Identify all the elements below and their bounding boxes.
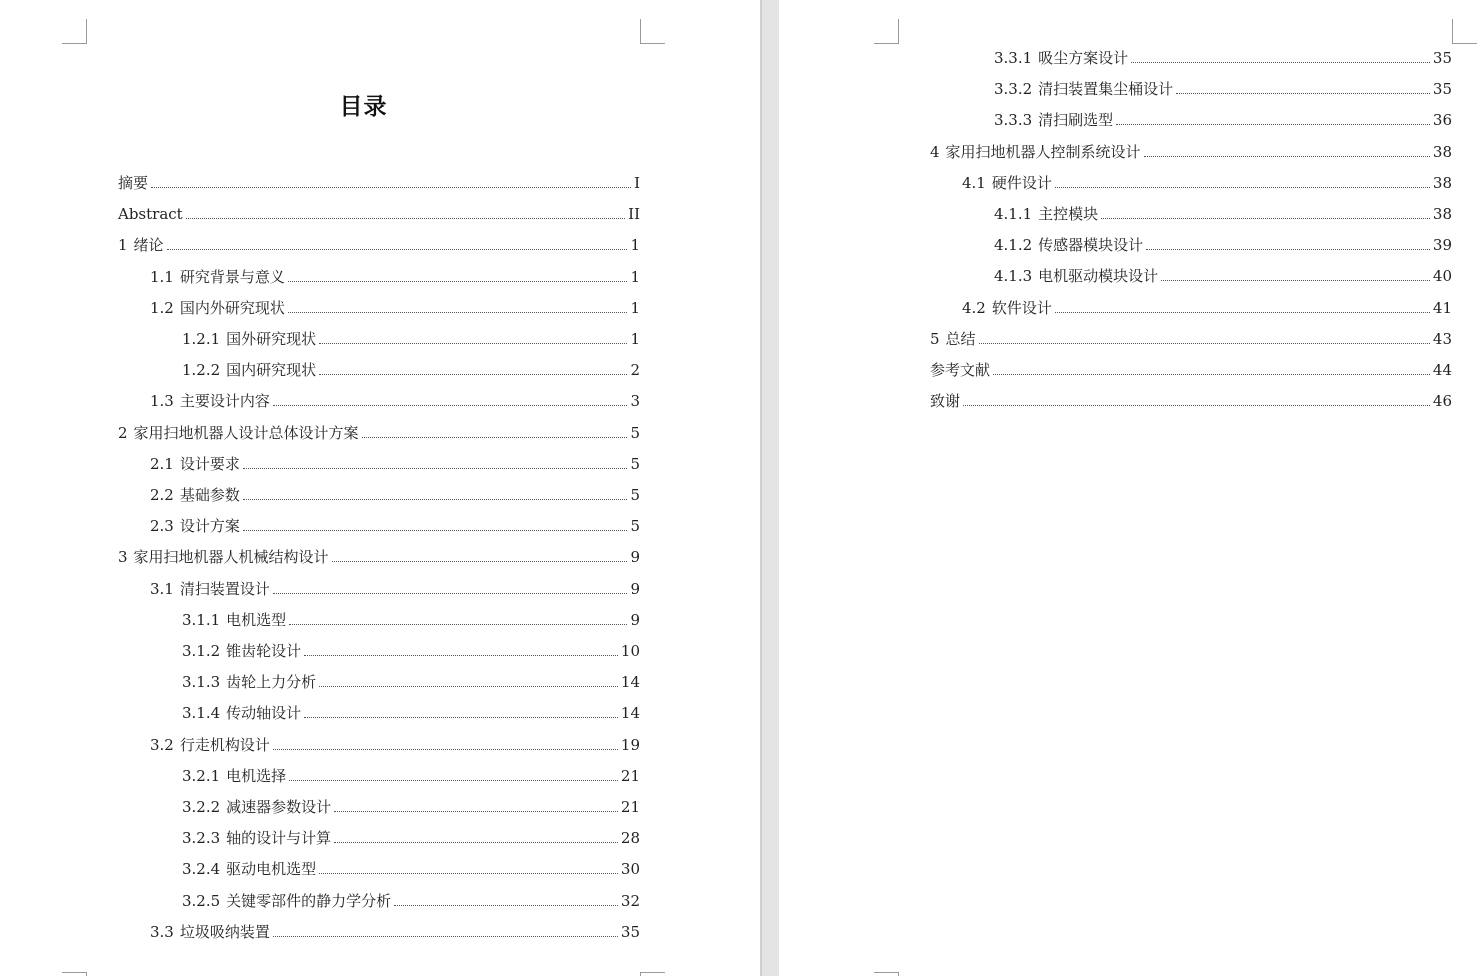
toc-entry[interactable] [118,235,640,255]
toc-entry-number: 3.3.3 [994,111,1033,130]
toc-entry-number: 4.1 [962,173,986,192]
toc-page-number: 38 [1432,142,1452,161]
toc-entry[interactable] [150,391,640,411]
toc-entry-number: 3.3.2 [994,80,1033,99]
toc-entry-title: 减速器参数设计 [226,798,332,816]
toc-entry-number: 1.3 [150,392,174,411]
toc-entry[interactable] [182,703,640,723]
toc-entry-number: 1.2.1 [182,330,221,348]
toc-entry-title: 清扫装置集尘桶设计 [1038,80,1174,99]
toc-entry-label [182,859,316,879]
toc-dot-leader [273,936,618,937]
toc-entry-title: 摘要 [118,174,149,192]
toc-entry[interactable] [182,859,640,879]
toc-entry[interactable] [182,797,640,817]
toc-entry[interactable] [994,266,1452,286]
toc-entry-number: 3.1.4 [182,704,221,723]
document-page-right [779,0,1478,976]
toc-dot-leader [243,468,628,469]
toc-entry[interactable] [930,360,1452,380]
crop-mark-top-left [62,19,87,44]
toc-entry-label [182,672,316,692]
toc-entry-label [150,485,240,505]
toc-entry-label [182,797,331,817]
toc-entry-title: 参考文献 [930,361,991,379]
toc-page-number: 5 [630,423,640,442]
crop-mark-top-right [640,19,665,44]
toc-dot-leader [963,405,1430,406]
toc-entry-label [930,391,960,411]
toc-entry-number: 2.2 [150,486,174,504]
toc-dot-leader [1176,93,1430,94]
toc-page-number: 14 [620,673,640,692]
toc-entry[interactable] [150,298,640,318]
toc-entry-title: 基础参数 [179,486,240,504]
toc-entry-title: 软件设计 [991,298,1052,317]
toc-entry-number: 3.1.2 [182,642,221,660]
toc-page-number: 43 [1432,329,1452,348]
toc-entry-label [994,79,1173,99]
toc-entry-number: 2 [118,423,128,442]
toc-entry-label [994,235,1143,255]
toc-dot-leader [186,218,625,219]
toc-entry-number: 3.2.3 [182,829,221,848]
toc-page-number: 40 [1432,267,1452,286]
toc-entry-label [994,48,1128,68]
toc-entry-number: 3.1 [150,579,174,598]
toc-entry-label [150,391,270,411]
toc-entry[interactable] [994,48,1452,68]
crop-mark-top-right [1452,19,1477,44]
page-gutter [760,0,779,976]
toc-entry-label [150,735,270,755]
toc-page-number: I [634,174,640,192]
toc-entry-number: 1.1 [150,267,174,286]
toc-entry-title: 垃圾吸纳装置 [179,922,270,941]
toc-entry-number: 1.2.2 [182,361,221,380]
toc-dot-leader [993,374,1430,375]
toc-entry-number: 3.1.3 [182,673,221,692]
toc-entry[interactable] [150,579,640,599]
toc-entry-title: 电机选择 [226,766,287,785]
toc-entry-title: 主控模块 [1038,205,1099,223]
toc-dot-leader [319,686,618,687]
toc-page-number: 5 [630,454,640,473]
toc-entry-number: 5 [930,329,940,348]
toc-entry[interactable] [182,641,640,661]
toc-entry-number: 3.2 [150,735,174,754]
toc-page-number: 35 [1432,80,1452,99]
toc-entry-label [182,641,301,661]
toc-dot-leader [334,842,618,843]
toc-entry-number: 2.3 [150,517,174,536]
toc-dot-leader [273,749,618,750]
toc-page-number: 35 [1432,49,1452,67]
toc-entry-label [962,298,1052,318]
toc-dot-leader [304,655,618,656]
toc-dot-leader [332,561,628,562]
toc-dot-leader [1146,249,1430,250]
toc-entry-label [150,922,270,942]
toc-page-number: 41 [1432,298,1452,317]
toc-entry-label [994,266,1158,286]
toc-entry-label [182,891,391,911]
toc-entry[interactable] [930,142,1452,162]
toc-dot-leader [362,437,628,438]
toc-entry-label [182,329,316,349]
toc-entry-title: 清扫装置设计 [179,579,270,598]
toc-entry-title: 驱动电机选型 [226,860,317,879]
toc-dot-leader [334,811,618,812]
toc-title: 目录 [339,93,388,120]
toc-entry-number: 1 [118,236,128,255]
toc-entry-title: 吸尘方案设计 [1038,49,1129,67]
toc-entry-title: 设计方案 [179,517,240,536]
toc-page-number: 5 [630,486,640,504]
toc-entry-title: 家用扫地机器人设计总体设计方案 [133,423,359,442]
toc-entry-label [150,298,285,318]
toc-entry[interactable] [182,891,640,911]
toc-dot-leader [1116,124,1430,125]
toc-dot-leader [1101,218,1430,219]
toc-page-number: 32 [620,891,640,910]
toc-dot-leader [1055,187,1430,188]
toc-entry[interactable] [994,110,1452,130]
toc-dot-leader [151,187,631,188]
toc-entry-number: 4.1.2 [994,236,1033,255]
toc-page-number: 10 [620,642,640,660]
crop-mark-bottom-right [640,972,665,976]
toc-entry[interactable] [150,485,640,505]
toc-dot-leader [289,780,618,781]
toc-entry-title: 家用扫地机器人机械结构设计 [133,548,329,567]
toc-page-number: 1 [630,236,640,255]
toc-page-number: 1 [630,267,640,286]
toc-dot-leader [1161,280,1430,281]
toc-dot-leader [273,405,628,406]
toc-entry-label [150,516,240,536]
toc-entry-label [118,235,164,255]
toc-entry-label [930,360,990,380]
crop-mark-bottom-left [62,972,87,976]
toc-entry-number: 2.1 [150,454,174,473]
toc-entry-title: 轴的设计与计算 [226,829,332,848]
toc-entry[interactable] [930,391,1452,411]
toc-entry-number: 4.1.3 [994,267,1033,286]
toc-page-number: 9 [630,610,640,629]
toc-entry[interactable] [150,454,640,474]
toc-entry[interactable] [930,329,1452,349]
toc-entry-label [150,267,285,287]
toc-entry[interactable] [962,173,1452,193]
toc-page-number: 30 [620,860,640,879]
toc-dot-leader [289,624,627,625]
toc-dot-leader [319,374,627,375]
toc-entry-title: 电机驱动模块设计 [1038,267,1159,286]
toc-entry-label [118,423,359,443]
toc-dot-leader [273,593,628,594]
toc-page-number: 21 [620,766,640,785]
toc-dot-leader [288,312,628,313]
toc-dot-leader [319,873,618,874]
toc-page-number: 38 [1432,205,1452,223]
toc-entry-label [994,110,1113,130]
toc-entry-title: 传感器模块设计 [1038,236,1144,255]
toc-page-number: 1 [630,298,640,317]
toc-page-number: II [628,205,640,224]
toc-entry-label [930,329,976,349]
toc-entry-title: 国内研究现状 [226,361,317,380]
toc-entry-title: 国外研究现状 [226,330,317,348]
toc-entry-title: 主要设计内容 [179,392,270,411]
toc-dot-leader [1055,312,1430,313]
toc-entry-label [930,142,1141,162]
toc-entry[interactable] [182,766,640,786]
toc-page-number: 46 [1432,392,1452,411]
toc-entry-label [994,204,1098,224]
toc-entry-number: 1.2 [150,298,174,317]
toc-dot-leader [304,717,618,718]
toc-entry-label [962,173,1052,193]
toc-entry-label [182,828,331,848]
toc-dot-leader [319,343,627,344]
toc-entry-title: 传动轴设计 [226,704,302,723]
toc-entry[interactable] [118,204,640,224]
crop-mark-top-left [874,19,899,44]
toc-entry[interactable] [182,610,640,630]
toc-entry-title: 绪论 [133,236,164,255]
toc-dot-leader [243,530,628,531]
toc-entry-label [182,360,316,380]
toc-entry-number: 3.2.5 [182,891,221,910]
toc-page-number: 1 [630,330,640,348]
toc-entry[interactable] [182,828,640,848]
toc-entry-title: 电机选型 [226,610,287,629]
crop-mark-bottom-left [874,972,899,976]
toc-dot-leader [394,905,618,906]
toc-dot-leader [288,281,628,282]
toc-entry-number: 4.1.1 [994,205,1033,223]
toc-entry[interactable] [150,735,640,755]
toc-entry-label [182,703,301,723]
toc-entry-label [182,610,286,630]
toc-dot-leader [243,499,628,500]
toc-page-number: 28 [620,829,640,848]
toc-entry[interactable] [182,360,640,380]
toc-entry[interactable] [118,173,640,193]
toc-entry-title: 致谢 [930,392,961,411]
toc-entry-title: 清扫刷选型 [1038,111,1114,130]
toc-page-number: 36 [1432,111,1452,130]
toc-entry-label [150,579,270,599]
toc-dot-leader [1144,156,1430,157]
toc-entry-title: 锥齿轮设计 [226,642,302,660]
toc-entry-label [118,547,329,567]
toc-entry[interactable] [994,79,1452,99]
toc-page-number: 9 [630,548,640,567]
toc-entry[interactable] [150,267,640,287]
toc-entry-number: 4 [930,142,940,161]
toc-entry[interactable] [994,235,1452,255]
toc-entry[interactable] [118,423,640,443]
toc-dot-leader [979,343,1430,344]
toc-entry-label [118,204,183,224]
toc-entry-title: 总结 [945,329,976,348]
toc-entry-title: 行走机构设计 [179,735,270,754]
toc-entry-number: 3.3.1 [994,49,1033,67]
toc-entry-title: 齿轮上力分析 [226,673,317,692]
toc-entry-number: 3 [118,548,128,567]
toc-entry-label [150,454,240,474]
toc-page-number: 38 [1432,173,1452,192]
toc-page-number: 5 [630,517,640,536]
toc-entry-number: 3.3 [150,922,174,941]
toc-entry-title: 家用扫地机器人控制系统设计 [945,142,1141,161]
toc-entry-number: 4.2 [962,298,986,317]
toc-page-number: 19 [620,735,640,754]
toc-entry-title: 硬件设计 [991,173,1052,192]
toc-entry-title: 设计要求 [179,454,240,473]
toc-page-number: 44 [1432,361,1452,379]
toc-page-number: 39 [1432,236,1452,255]
toc-entry-number: 3.2.2 [182,798,221,816]
toc-entry-label [182,766,286,786]
toc-page-number: 35 [620,922,640,941]
toc-entry-number: 3.1.1 [182,610,221,629]
toc-entry[interactable] [182,672,640,692]
toc-entry-number: 3.2.1 [182,766,221,785]
toc-entry-title: 关键零部件的静力学分析 [226,891,392,910]
toc-page-number: 3 [630,392,640,411]
toc-page-number: 9 [630,579,640,598]
toc-entry[interactable] [182,329,640,349]
toc-page-number: 21 [620,798,640,816]
toc-entry[interactable] [994,204,1452,224]
toc-entry[interactable] [150,516,640,536]
toc-entry-label [118,173,148,193]
toc-page-number: 14 [620,704,640,723]
toc-entry-title: 国内外研究现状 [179,298,285,317]
toc-entry[interactable] [118,547,640,567]
toc-entry-title: 研究背景与意义 [179,267,285,286]
toc-entry[interactable] [962,298,1452,318]
toc-entry-title: Abstract [118,205,183,224]
toc-dot-leader [167,249,628,250]
toc-entry[interactable] [150,922,640,942]
toc-page-number: 2 [630,361,640,380]
toc-dot-leader [1131,62,1430,63]
toc-entry-number: 3.2.4 [182,860,221,879]
